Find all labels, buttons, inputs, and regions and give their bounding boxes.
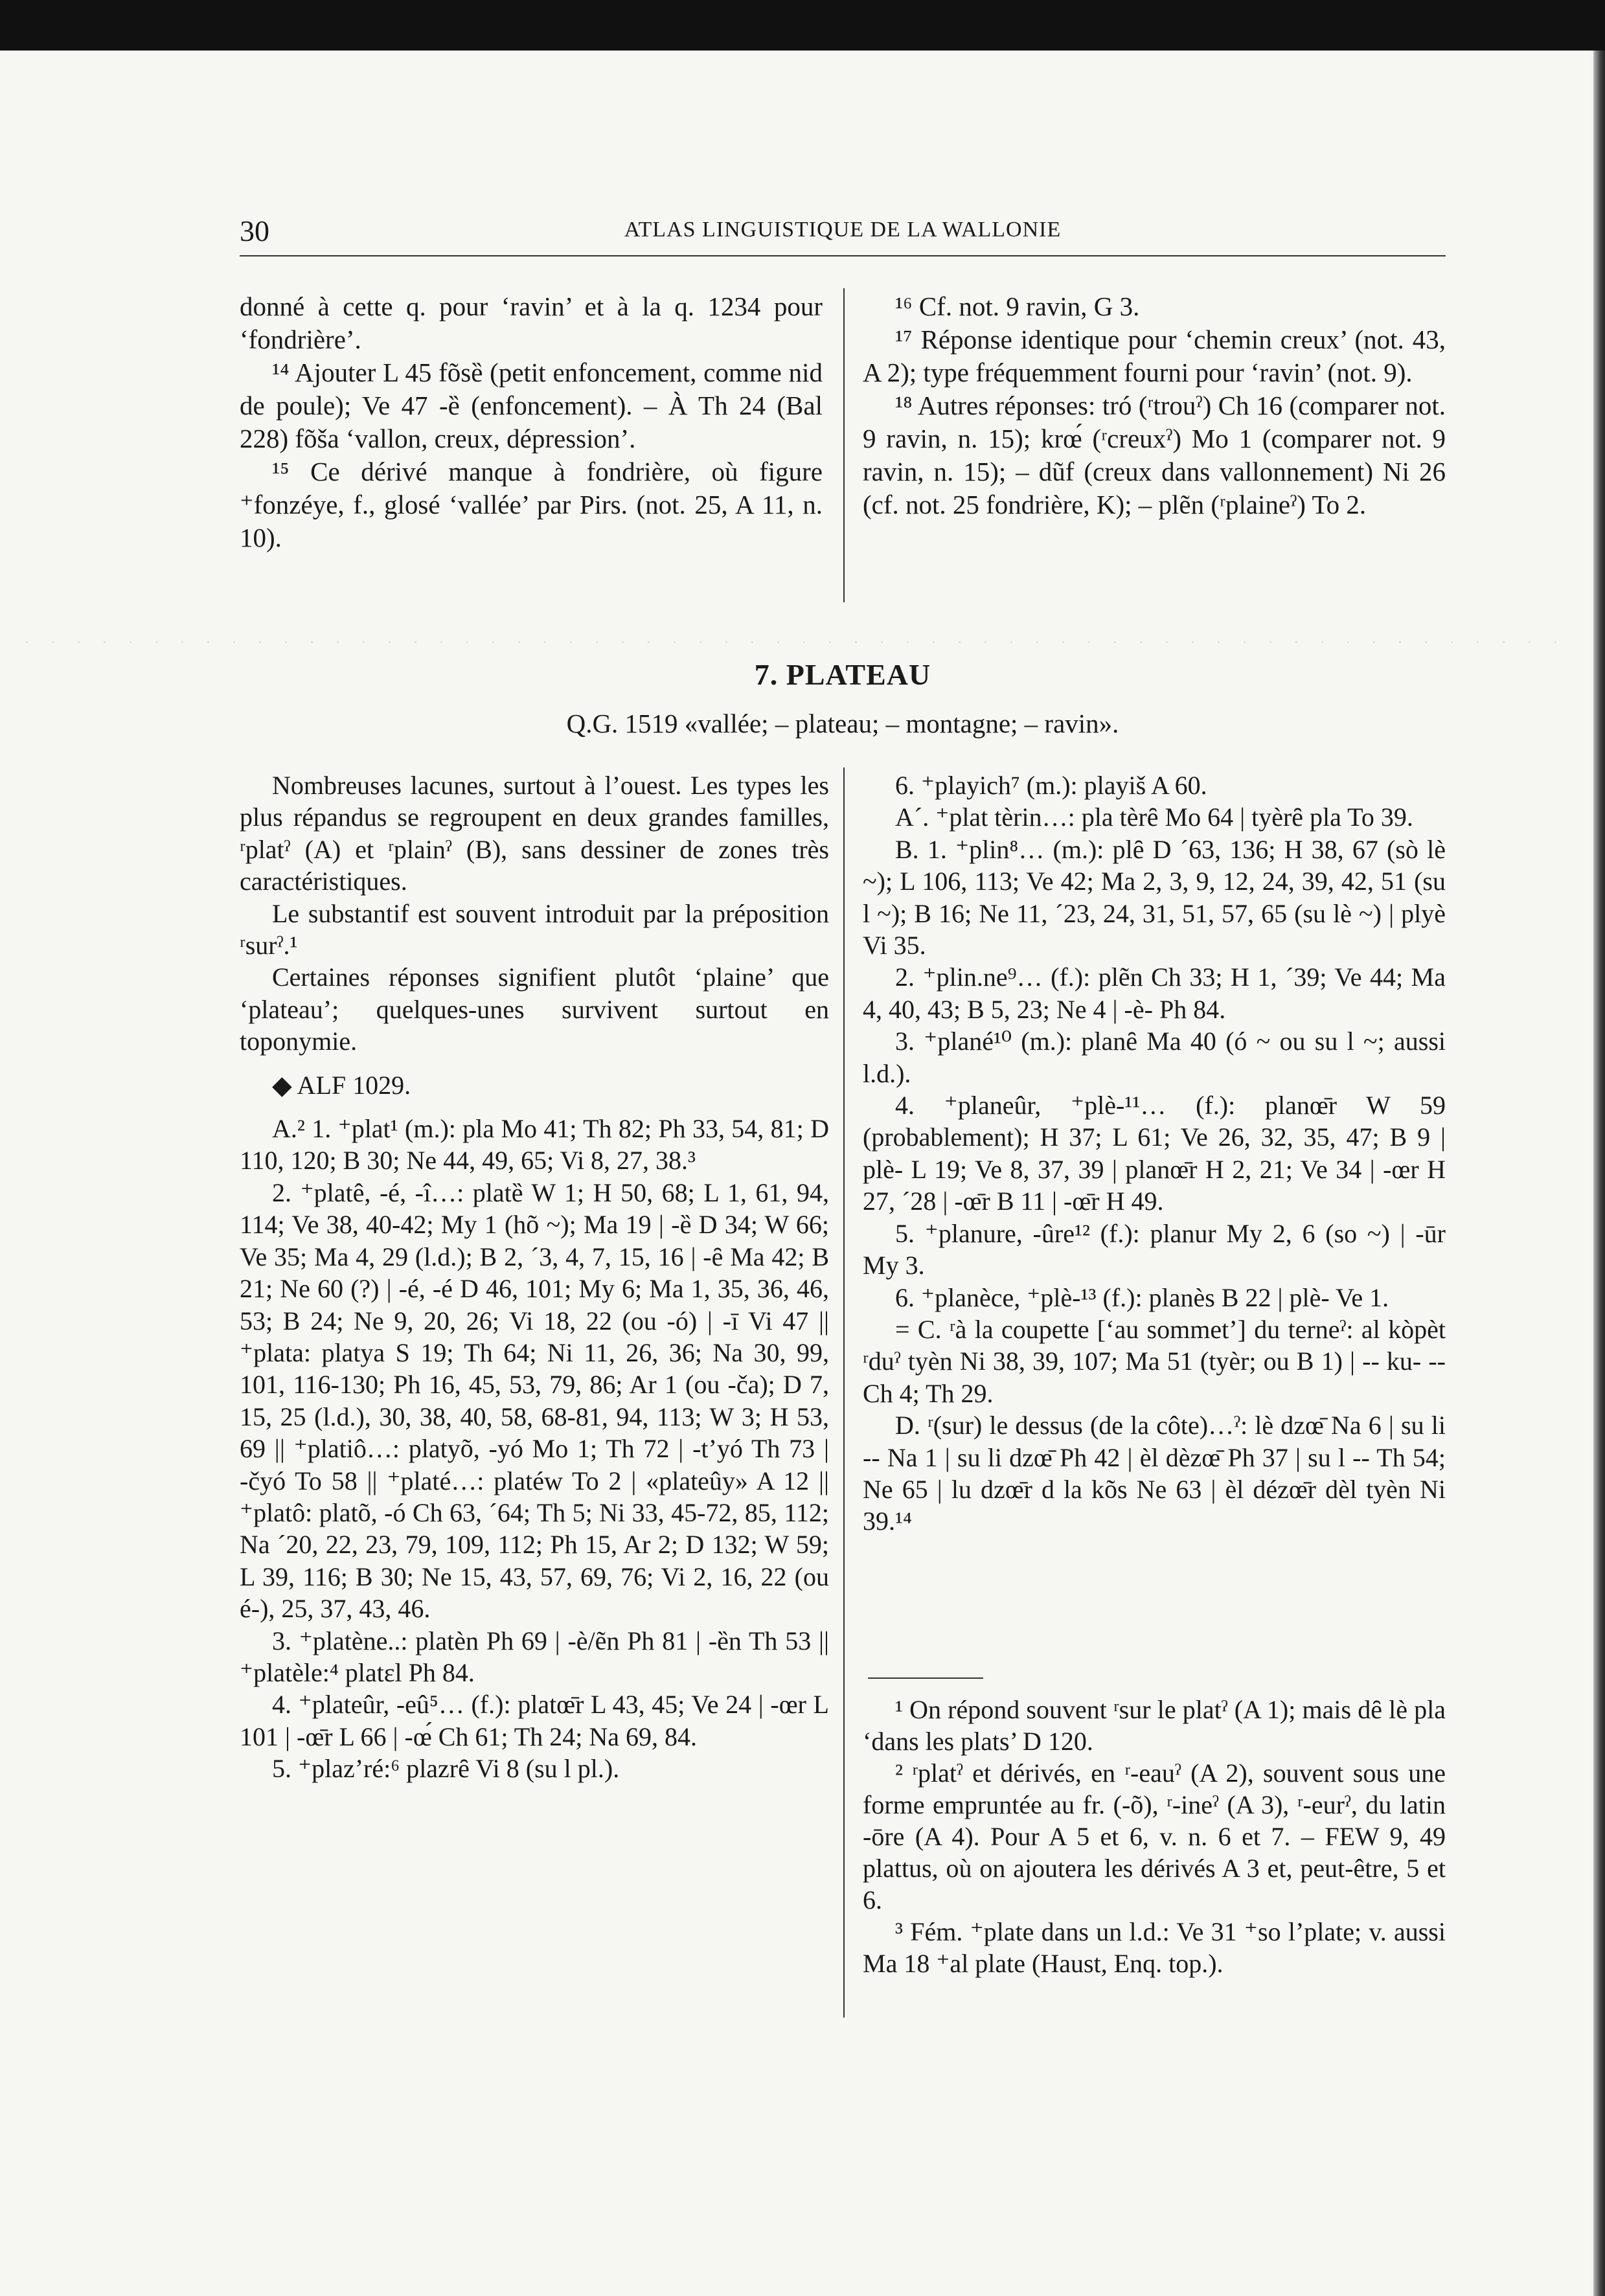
footnote-2: ² ʳplatˀ et dérivés, en ʳ-eauˀ (A 2), souvent sous une forme empruntée au fr. (-õ), ʳ-ineˀ (A 3), ʳ-eurˀ, du latin -ōre (A 4). Pour A 5 et 6, v. n. 6 et 7. – FEW 9, 49 plattus, où on ajoutera les dérivés A 3 et, peut-être, 5 et 6.	[863, 1758, 1446, 1915]
running-header	[240, 214, 1446, 253]
type-a1: A.² 1. ⁺plat¹ (m.): pla Mo 41; Th 82; Ph 33, 54, 81; D 110, 120; B 30; Ne 44, 49, 65; Vi 8, 27, 38.³	[240, 1114, 829, 1176]
alf-reference: ◆ ALF 1029.	[272, 1070, 411, 1100]
type-b1: B. 1. ⁺plin⁸… (m.): plȇ D ´63, 136; H 38, 67 (sò lè ~); L 106, 113; Ve 42; Ma 2, 3, 9, 12, 24, 39, 42, 51 (su l ~); B 16; Ne 11, ´23, 24, 31, 51, 57, 65 (su lè ~) | plyè Vi 35.	[863, 834, 1446, 960]
scan-artifact-dots	[26, 641, 1580, 643]
section-title: 7. PLATEAU	[754, 658, 931, 691]
type-d: D. ʳ(sur) le dessus (de la côte)…ˀ: lè dzœ̄ Na 6 | su li -- Na 1 | su li dzœ̄ Ph 42 | èl dèzœ̄ Ph 37 | su l -- Th 54; Ne 65 | lu dzœ̄r d la kõs Ne 63 | èl dézœ̄r dèl tyèn Ni 39.¹⁴	[863, 1411, 1446, 1536]
preposition-note: Le substantif est souvent introduit par la préposition ʳsurˀ.¹	[240, 898, 829, 960]
scan-right-edge	[1593, 51, 1605, 2296]
top-right-notes	[863, 290, 1446, 521]
note-continuation: donné à cette q. pour ‘ravin’ et à la q. 1234 pour ‘fondrière’.	[240, 291, 823, 354]
footnote-15: ¹⁵ Ce dérivé manque à fondrière, où figure ⁺fonzéye, f., glosé ‘vallée’ par Pirs. (not. 25, A 11, n. 10).	[240, 457, 823, 552]
footnote-3: ³ Fém. ⁺plate dans un l.d.: Ve 31 ⁺so l’plate; v. aussi Ma 18 ⁺al plate (Haust, Enq. top.).	[863, 1917, 1446, 1978]
meaning-note: Certaines réponses signifient plutôt ‘plaine’ que ‘plateau’; quelques-unes survivent surtout en toponymie.	[240, 962, 829, 1056]
scan-top-border	[0, 0, 1605, 51]
section-question: Q.G. 1519 «vallée; – plateau; – montagne; – ravin».	[566, 709, 1119, 738]
type-a3: 3. ⁺platène..: platèn Ph 69 | -è/ẽn Ph 81 | -ȅn Th 53 || ⁺platèle:⁴ platɛl Ph 84.	[240, 1626, 829, 1687]
type-a5: 5. ⁺plaz’ré:⁶ plazrȇ Vi 8 (su l pl.).	[272, 1754, 620, 1784]
footnote-1: ¹ On répond souvent ʳsur le platˀ (A 1); mais dȇ lè pla ‘dans les plats’ D 120.	[863, 1695, 1446, 1756]
type-b3: 3. ⁺plané¹⁰ (m.): planȇ Ma 40 (ó ~ ou su l ~; aussi l.d.).	[863, 1027, 1446, 1088]
main-left-column	[240, 769, 829, 1785]
main-right-column	[863, 769, 1446, 1538]
type-a6: 6. ⁺playich⁷ (m.): playiš A 60.	[895, 771, 1207, 800]
footnote-rule	[868, 1677, 983, 1679]
type-b2: 2. ⁺plin.ne⁹… (f.): plẽn Ch 33; H 1, ´39; Ve 44; Ma 4, 40, 43; B 5, 23; Ne 4 | -è- Ph 84.	[863, 962, 1446, 1024]
column-divider-top	[843, 288, 845, 602]
running-title: ATLAS LINGUISTIQUE DE LA WALLONIE	[624, 218, 1062, 242]
footnote-16: ¹⁶ Cf. not. 9 ravin, G 3.	[895, 291, 1140, 321]
header-rule	[240, 255, 1446, 256]
intro-paragraph: Nombreuses lacunes, surtout à l’ouest. Les types les plus répandus se regroupent en deux grandes familles, ʳplatˀ (A) et ʳplainˀ (B), sans dessiner de zones très caractéristiques.	[240, 771, 829, 896]
column-divider-main	[843, 767, 845, 2018]
type-b6: 6. ⁺planèce, ⁺plè-¹³ (f.): planès B 22 | plè- Ve 1.	[895, 1282, 1389, 1312]
top-left-notes	[240, 290, 823, 554]
footnotes	[863, 1694, 1446, 1979]
footnote-18: ¹⁸ Autres réponses: tró (ʳtrouˀ) Ch 16 (comparer not. 9 ravin, n. 15); krœ́ (ʳcreuxˀ) Mo 1 (comparer not. 9 ravin, n. 15); – dũf (creux dans vallonnement) Ni 26 (cf. not. 25 fondrière, K); – plẽn (ʳplaineˀ) To 2.	[863, 391, 1446, 519]
footnote-17: ¹⁷ Réponse identique pour ‘chemin creux’ (not. 43, A 2); type fréquemment fourni pour ‘ravin’ (not. 9).	[863, 324, 1446, 387]
page-number: 30	[240, 214, 269, 247]
footnote-14: ¹⁴ Ajouter L 45 fõsȅ (petit enfoncement, comme nid de poule); Ve 47 -ȅ (enfoncement). – À Th 24 (Bal 228) fõša ‘vallon, creux, dépression’.	[240, 358, 823, 453]
type-a2: 2. ⁺platê, -é, -î…: platȅ W 1; H 50, 68; L 1, 61, 94, 114; Ve 38, 40-42; My 1 (hõ ~); Ma 19 | -ȅ D 34; W 66; Ve 35; Ma 4, 29 (l.d.); B 2, ´3, 4, 7, 15, 16 | -ȇ Ma 42; B 21; Ne 60 (?) | -é, -é D 46, 101; My 6; Ma 1, 35, 36, 46, 53; B 24; Ne 9, 20, 26; Vi 18, 22 (ou -ó) | -ī Vi 47 || ⁺plata: platya S 19; Th 64; Ni 11, 26, 36; Na 30, 99, 101, 116-130; Ph 16, 45, 53, 79, 86; Ar 1 (ou -ča); D 7, 15, 25 (l.d.), 30, 38, 40, 58, 68-81, 94, 113; W 3; H 53, 69 || ⁺platiô…: platyõ, -yó Mo 1; Th 72 | -t’yó Th 73 | -čyó To 58 || ⁺platé…: platéw To 2 | «plateûy» A 12 || ⁺platô: platõ, -ó Ch 63, ´64; Th 5; Ni 33, 45-72, 85, 112; Na ´20, 22, 23, 79, 109, 112; Ph 15, Ar 2; D 132; W 59; L 39, 116; B 30; Ne 15, 43, 57, 69, 76; Vi 2, 16, 22 (ou é-), 25, 37, 43, 46.	[240, 1177, 829, 1624]
type-b4: 4. ⁺planeûr, ⁺plè-¹¹… (f.): planœ̄r W 59 (probablement); H 37; L 61; Ve 26, 32, 35, 47; B 9 | plè- L 19; Ve 8, 37, 39 | planœ̄r H 2, 21; Ve 34 | -œr H 27, ´28 | -œ̄r B 11 | -œ̄r H 49.	[863, 1091, 1446, 1216]
type-a-prime: A´. ⁺plat tèrin…: pla tèrȇ Mo 64 | tyèrȇ pla To 39.	[895, 802, 1413, 832]
type-b5: 5. ⁺planure, -ûre¹² (f.): planur My 2, 6 (so ~) | -ūr My 3.	[863, 1218, 1446, 1280]
type-a4: 4. ⁺plateûr, -eû⁵… (f.): platœ̄r L 43, 45; Ve 24 | -œr L 101 | -œ̄r L 66 | -œ́ Ch 61; Th 24; Na 69, 84.	[240, 1690, 829, 1751]
type-c: = C. ʳà la coupette [‘au sommet’] du terneˀ: al kòpèt ʳduˀ tyèn Ni 38, 39, 107; Ma 51 (tyèr; ou B 1) | -- ku- -- Ch 4; Th 29.	[863, 1314, 1446, 1408]
